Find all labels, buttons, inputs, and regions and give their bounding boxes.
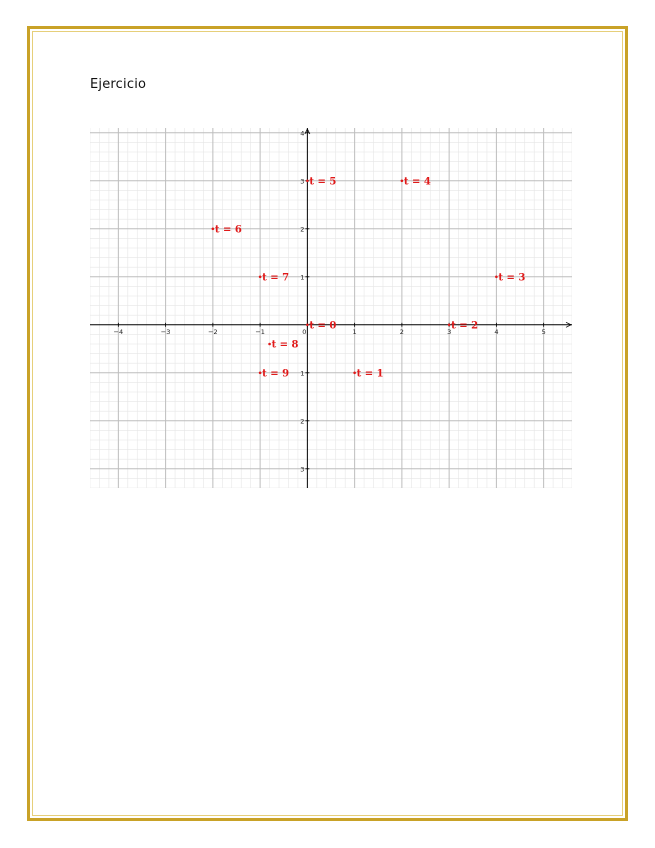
x-tick-label: 5 <box>541 327 546 336</box>
x-tick-label: −4 <box>113 327 124 336</box>
data-point <box>306 180 309 183</box>
data-point <box>448 324 451 327</box>
data-point-label: t = 7 <box>262 272 290 284</box>
y-tick-label: 4 <box>300 129 305 138</box>
data-point-label: t = 9 <box>262 368 290 380</box>
x-tick-label: 2 <box>399 327 404 336</box>
data-point-label: t = 8 <box>271 339 299 351</box>
data-point <box>259 276 262 279</box>
data-point <box>268 343 271 346</box>
data-point <box>212 228 215 231</box>
y-tick-label: 2 <box>300 225 305 234</box>
data-point-label: t = 2 <box>451 320 479 332</box>
data-point-label: t = 1 <box>356 368 384 380</box>
x-tick-label: 1 <box>352 327 357 336</box>
data-point <box>495 276 498 279</box>
y-tick-label: 3 <box>300 177 305 186</box>
data-point-label: t = 6 <box>214 224 242 236</box>
y-tick-label: 3 <box>300 465 305 474</box>
data-point-label: t = 5 <box>309 176 337 188</box>
coordinate-graph <box>90 128 572 488</box>
data-point <box>401 180 404 183</box>
data-point-label: t = 4 <box>403 176 431 188</box>
y-tick-label: 1 <box>300 273 305 282</box>
data-point <box>306 324 309 327</box>
page-heading: Ejercicio <box>90 77 147 92</box>
y-tick-label: 2 <box>300 417 305 426</box>
x-tick-label: −3 <box>160 327 171 336</box>
x-tick-label: −1 <box>255 327 265 336</box>
data-point-label: t = 0 <box>309 320 337 332</box>
data-point <box>353 372 356 375</box>
graph-svg <box>90 128 572 488</box>
x-tick-label: −2 <box>208 327 218 336</box>
x-tick-label: 4 <box>494 327 499 336</box>
y-tick-label: 1 <box>300 369 305 378</box>
x-tick-label: 3 <box>447 327 452 336</box>
data-point <box>259 372 262 375</box>
data-point-label: t = 3 <box>498 272 526 284</box>
x-tick-label: 0 <box>302 327 307 336</box>
